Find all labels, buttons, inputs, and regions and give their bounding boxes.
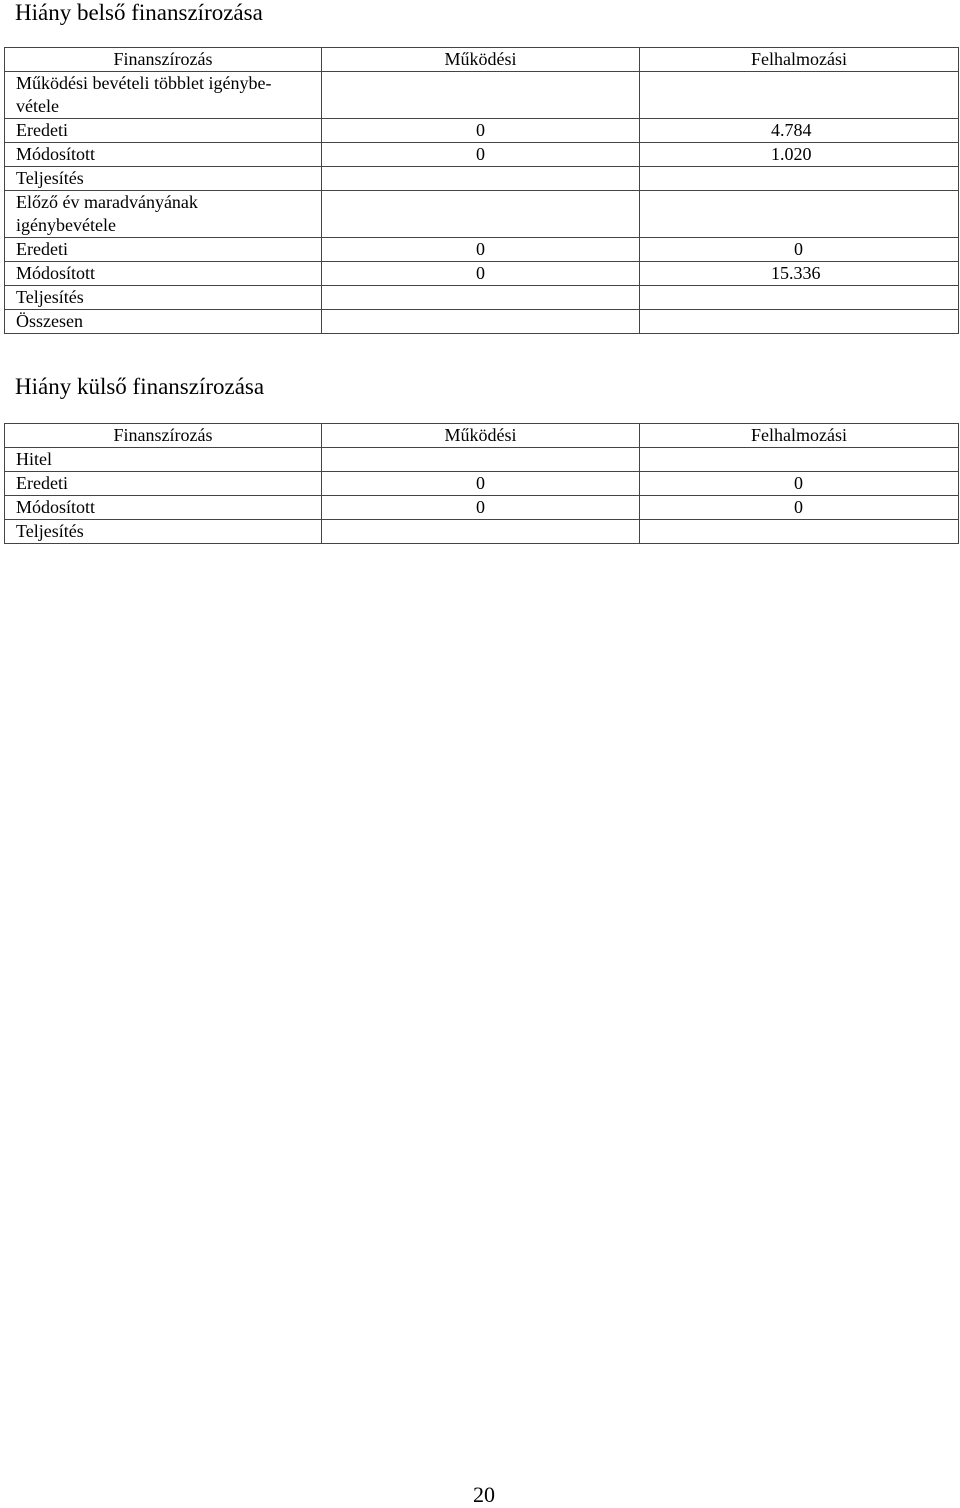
table-row xyxy=(5,143,959,167)
row-label: Módosított xyxy=(5,143,322,167)
column-header-operating: Működési xyxy=(322,424,640,448)
page-number: 20 xyxy=(473,1482,495,1507)
row-label: Eredeti xyxy=(5,472,322,496)
accumulation-value xyxy=(640,310,959,334)
operating-value xyxy=(322,286,640,310)
row-label: Módosított xyxy=(5,262,322,286)
row-label: Eredeti xyxy=(5,238,322,262)
table-row xyxy=(5,191,959,238)
accumulation-value: 0 xyxy=(640,472,959,496)
external-financing-title: Hiány külső finanszírozása xyxy=(15,374,265,399)
table-header-row xyxy=(5,424,959,448)
table-row xyxy=(5,72,959,119)
operating-value xyxy=(322,167,640,191)
operating-value xyxy=(322,448,640,472)
operating-value: 0 xyxy=(322,472,640,496)
operating-value: 0 xyxy=(322,262,640,286)
row-label: Teljesítés xyxy=(5,167,322,191)
row-label: Teljesítés xyxy=(5,286,322,310)
accumulation-value: 4.784 xyxy=(640,119,959,143)
row-label-line: vétele xyxy=(16,96,59,116)
table-row xyxy=(5,472,959,496)
internal-financing-table xyxy=(4,47,959,334)
row-label xyxy=(5,191,322,238)
operating-value xyxy=(322,191,640,238)
column-header-financing: Finanszírozás xyxy=(5,424,322,448)
operating-value: 0 xyxy=(322,119,640,143)
accumulation-value xyxy=(640,520,959,544)
row-label: Teljesítés xyxy=(5,520,322,544)
row-label: Hitel xyxy=(5,448,322,472)
operating-value: 0 xyxy=(322,143,640,167)
operating-value: 0 xyxy=(322,238,640,262)
operating-value: 0 xyxy=(322,496,640,520)
accumulation-value xyxy=(640,191,959,238)
accumulation-value: 0 xyxy=(640,238,959,262)
column-header-accumulation: Felhalmozási xyxy=(640,48,959,72)
column-header-accumulation: Felhalmozási xyxy=(640,424,959,448)
table-row xyxy=(5,238,959,262)
accumulation-value: 15.336 xyxy=(640,262,959,286)
row-label-line: Működési bevételi többlet igénybe- xyxy=(16,73,272,93)
row-label xyxy=(5,72,322,119)
external-financing-table xyxy=(4,423,959,544)
row-label-line: igénybevétele xyxy=(16,215,116,235)
table-row xyxy=(5,448,959,472)
accumulation-value: 1.020 xyxy=(640,143,959,167)
accumulation-value xyxy=(640,286,959,310)
table-row xyxy=(5,520,959,544)
operating-value xyxy=(322,72,640,119)
table-row xyxy=(5,310,959,334)
accumulation-value: 0 xyxy=(640,496,959,520)
operating-value xyxy=(322,310,640,334)
row-label: Módosított xyxy=(5,496,322,520)
operating-value xyxy=(322,520,640,544)
table-row xyxy=(5,496,959,520)
accumulation-value xyxy=(640,167,959,191)
row-label: Összesen xyxy=(5,310,322,334)
table-row xyxy=(5,167,959,191)
row-label-line: Előző év maradványának xyxy=(16,192,198,212)
table-header-row xyxy=(5,48,959,72)
internal-financing-title: Hiány belső finanszírozása xyxy=(15,0,263,25)
column-header-operating: Működési xyxy=(322,48,640,72)
accumulation-value xyxy=(640,72,959,119)
row-label: Eredeti xyxy=(5,119,322,143)
accumulation-value xyxy=(640,448,959,472)
table-row xyxy=(5,286,959,310)
table-row xyxy=(5,262,959,286)
table-row xyxy=(5,119,959,143)
column-header-financing: Finanszírozás xyxy=(5,48,322,72)
